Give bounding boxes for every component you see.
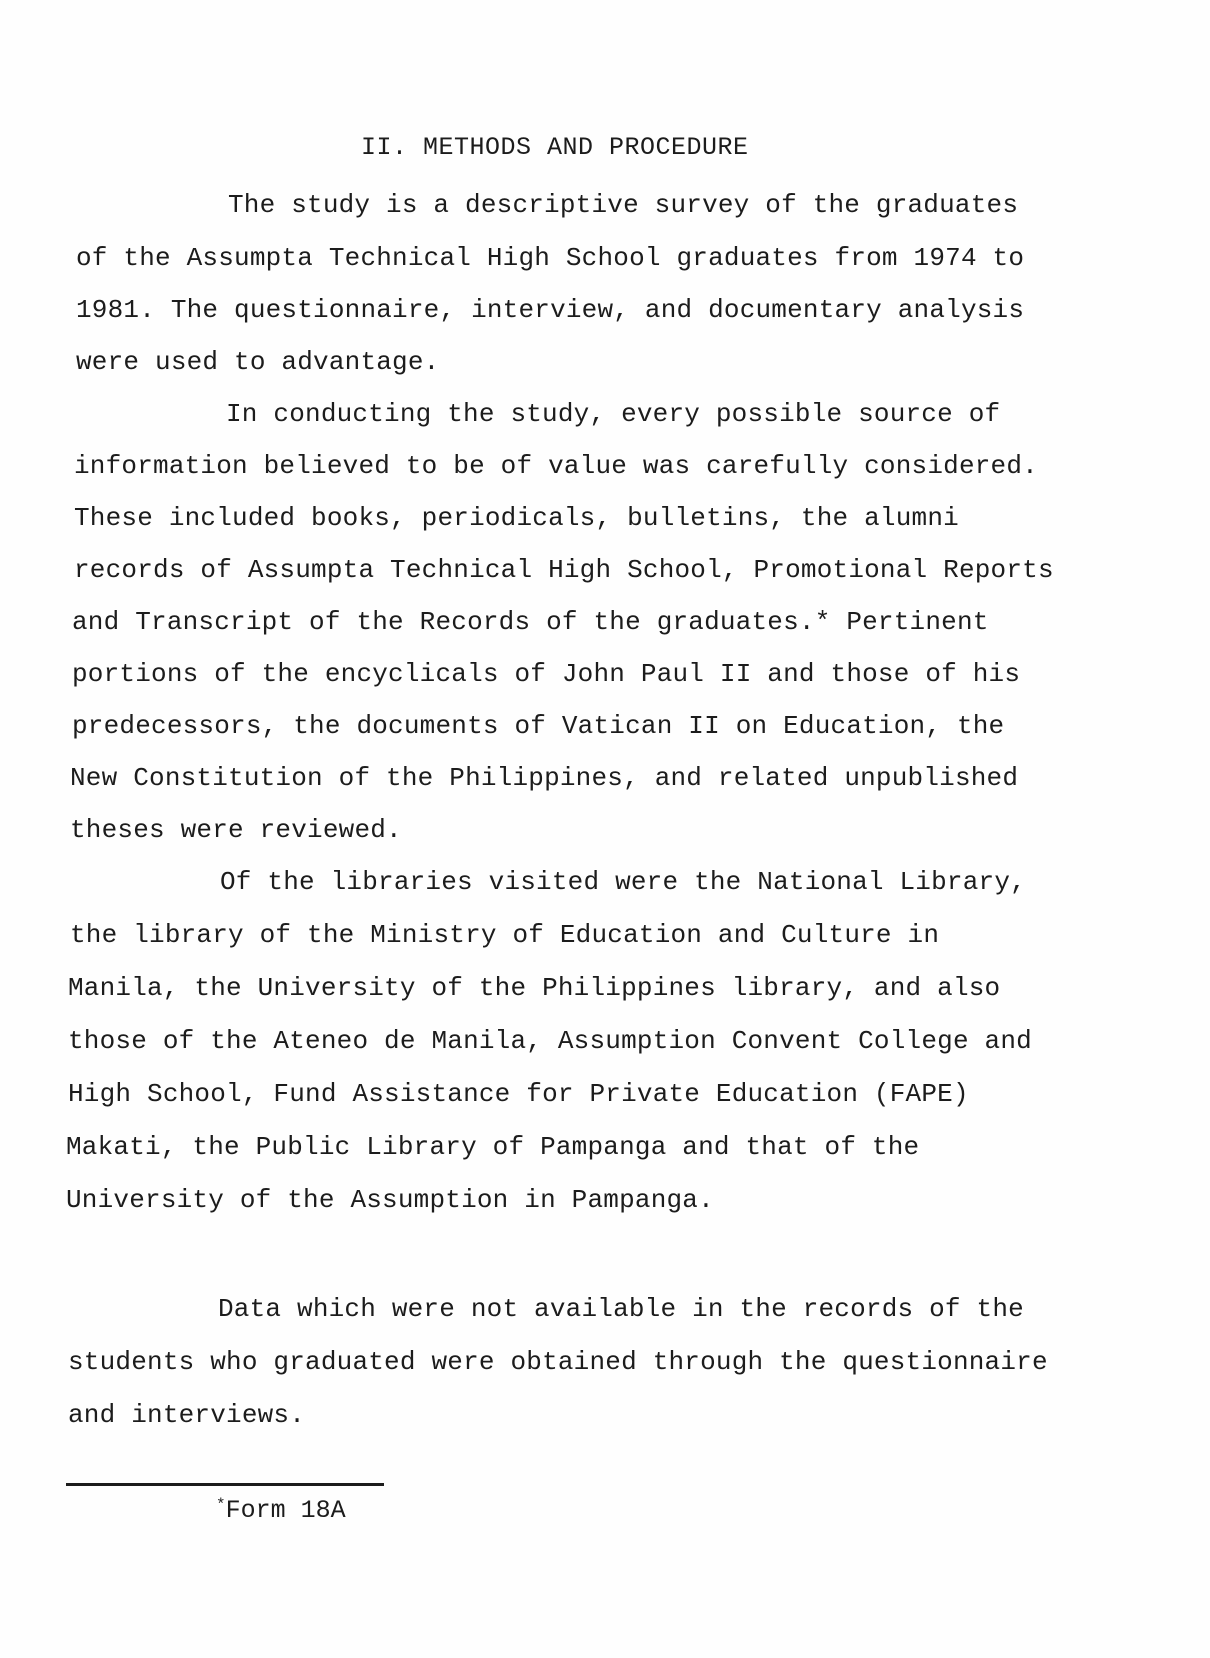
paragraph-line: of the Assumpta Technical High School graduates from 1974 to	[76, 243, 1025, 273]
paragraph-line: theses were reviewed.	[70, 815, 402, 845]
footnote-marker: *	[216, 1496, 226, 1514]
paragraph-line: records of Assumpta Technical High School, Promotional Reports	[74, 555, 1054, 585]
paragraph-line: those of the Ateneo de Manila, Assumption Convent College and	[68, 1026, 1032, 1056]
footnote-text: Form 18A	[225, 1496, 346, 1525]
paragraph-line: the library of the Ministry of Education and Culture in	[70, 920, 940, 950]
footnote-rule	[66, 1483, 384, 1486]
paragraph-line: information believed to be of value was carefully considered.	[74, 451, 1038, 481]
paragraph-line: Of the libraries visited were the National Library,	[220, 867, 1026, 897]
paragraph-line: were used to advantage.	[76, 347, 440, 377]
paragraph-line: In conducting the study, every possible source of	[226, 399, 1001, 429]
paragraph-line: Makati, the Public Library of Pampanga and that of the	[66, 1132, 920, 1162]
paragraph-line: Manila, the University of the Philippines library, and also	[68, 973, 1001, 1003]
section-heading: II. METHODS AND PROCEDURE	[361, 133, 749, 162]
paragraph-line: and interviews.	[68, 1400, 306, 1430]
paragraph-line: University of the Assumption in Pampanga.	[66, 1185, 714, 1215]
paragraph-line: High School, Fund Assistance for Private Education (FAPE)	[68, 1079, 969, 1109]
paragraph-line: The study is a descriptive survey of the graduates	[228, 190, 1019, 220]
paragraph-line: predecessors, the documents of Vatican II on Education, the	[72, 711, 1005, 741]
footnote	[216, 1496, 346, 1525]
paragraph-line: These included books, periodicals, bulletins, the alumni	[74, 503, 959, 533]
paragraph-line: portions of the encyclicals of John Paul II and those of his	[72, 659, 1021, 689]
paragraph-line: and Transcript of the Records of the graduates.* Pertinent	[72, 607, 989, 637]
paragraph-line: students who graduated were obtained through the questionnaire	[68, 1347, 1048, 1377]
paragraph-line: Data which were not available in the records of the	[218, 1294, 1024, 1324]
paragraph-line: 1981. The questionnaire, interview, and documentary analysis	[76, 295, 1025, 325]
paragraph-line: New Constitution of the Philippines, and related unpublished	[70, 763, 1019, 793]
